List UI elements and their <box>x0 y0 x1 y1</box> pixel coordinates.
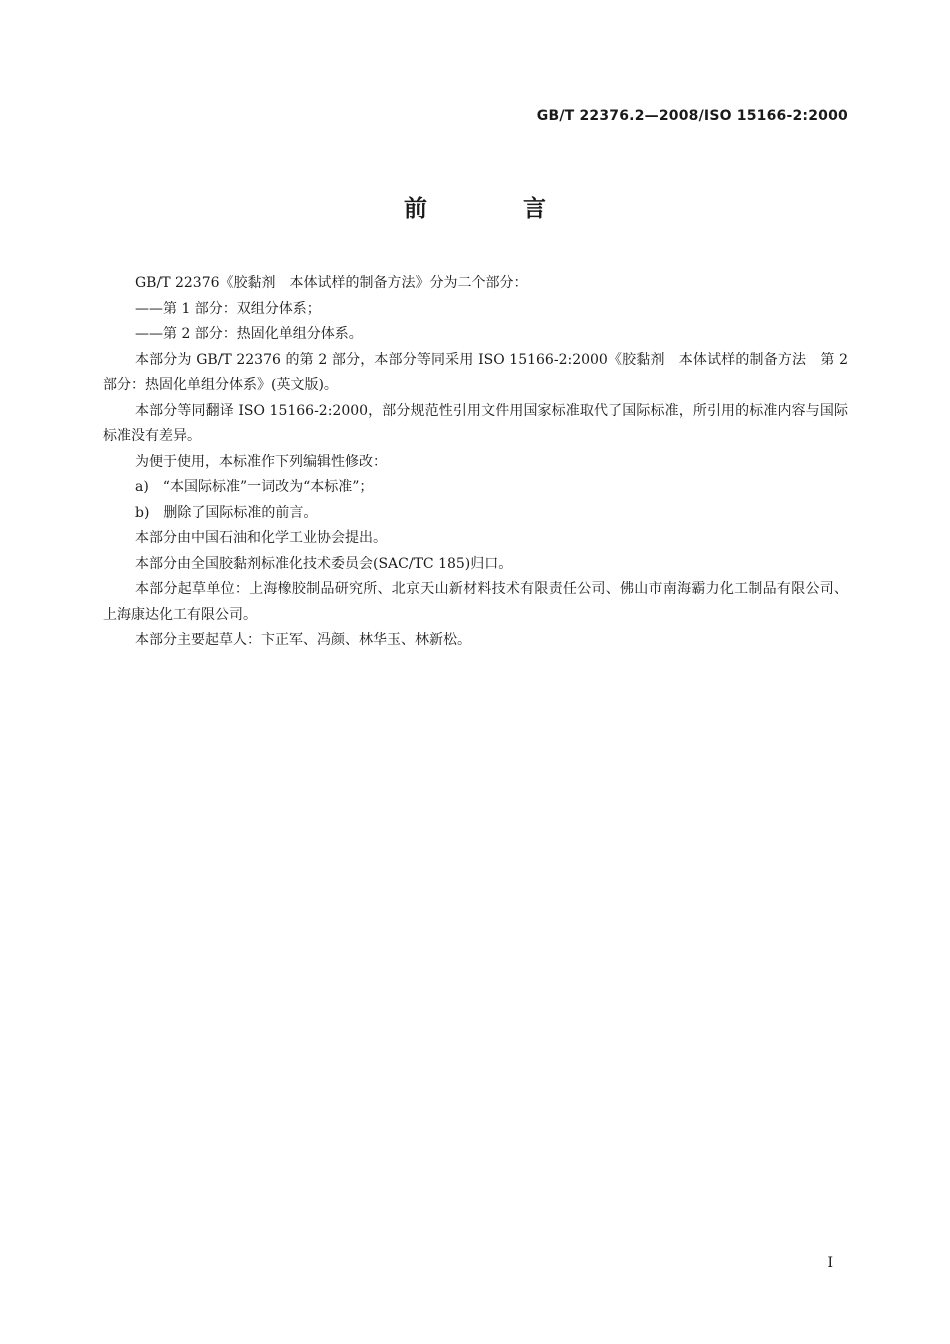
paragraph-committee: 本部分由全国胶黏剂标准化技术委员会(SAC/TC 185)归口。 <box>135 555 513 572</box>
page-title: 前 言 <box>403 196 590 222</box>
paragraph-part1: ——第 1 部分：双组分体系； <box>135 300 321 317</box>
paragraph-intro: GB/T 22376《胶黏剂 本体试样的制备方法》分为二个部分： <box>135 275 528 291</box>
paragraph-edits-intro: 为便于使用，本标准作下列编辑性修改： <box>135 453 387 470</box>
paragraph-translation: 本部分等同翻译 ISO 15166-2:2000，部分规范性引用文件用国家标准取代了国际标准，所引用的标准内容与国际标准没有差异。 <box>103 402 848 444</box>
paragraph-drafting-units: 本部分起草单位：上海橡胶制品研究所、北京天山新材料技术有限责任公司、佛山市南海霸力化工制品有限公司、上海康达化工有限公司。 <box>103 581 848 623</box>
paragraph-edit-a: a) “本国际标准”一词改为“本标准”； <box>135 479 374 495</box>
paragraph-part2: ——第 2 部分：热固化单组分体系。 <box>135 326 363 342</box>
paragraph-edit-b: b) 删除了国际标准的前言。 <box>135 504 318 521</box>
paragraph-adoption: 本部分为 GB/T 22376 的第 2 部分，本部分等同采用 ISO 15166-2:2000《胶黏剂 本体试样的制备方法 第 2 部分：热固化单组分体系》(英文版)。 <box>103 351 848 393</box>
foreword-body <box>103 271 848 654</box>
page-number: I <box>827 1255 833 1271</box>
paragraph-drafters: 本部分主要起草人：卞正军、冯颜、林华玉、林新松。 <box>135 632 471 648</box>
paragraph-proposer: 本部分由中国石油和化学工业协会提出。 <box>135 530 387 546</box>
standard-code: GB/T 22376.2—2008/ISO 15166-2:2000 <box>536 108 848 124</box>
